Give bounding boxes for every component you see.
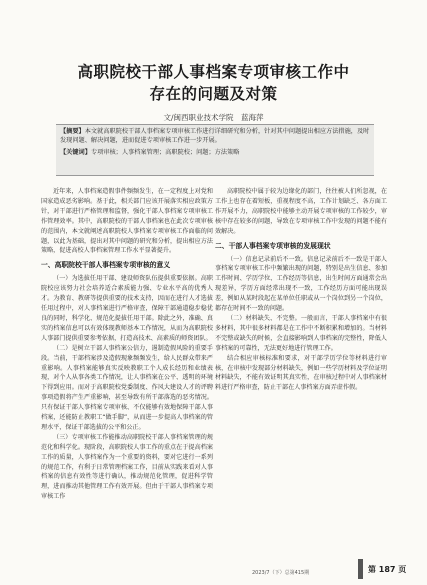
journal-info: 2023/7（下）总第415期 [252, 570, 310, 576]
left-column [41, 187, 213, 502]
review-paragraph: 结合相应审核标准和要求，对干部学历学位等材料进行审核，在审核中发现部分材料缺失，例如一些学历材料及学位证明材料缺失，不能有效证明其真实性，在审核过程中对人事档案材料进行严格审查，防止干部在人事档案方面弄虚作假。 [215, 354, 387, 392]
page-corner-mark [358, 559, 363, 579]
subsection-2-paragraph: （二）是树立干部人事档案公信力，遏制造假风险的重要手段。当前，干部档案涉及造假现象频频发生，给人民群众带来严重影响。人事档案能够真实反映教职工个人成长经历和业绩表现，对个人从事各类工作情况，让人事档案在公平、透明的环境下得到应用。而对于高职院校党委制度、作风大建设人才的评聘事项造假将产生严重影响，甚至导致有所干部落选的恶劣情况。只有保证干部人事档案专项审核、不仅能够有效地保障干部人事档案，还能防止教职工“做手脚”，从而进一步提高人事档案的管理水平，保证干部选拔的公平和公正。 [41, 344, 213, 431]
keywords-text: 专项审核；人事档案管理；高职院校；问题；方法策略 [90, 148, 240, 156]
subsection-1-paragraph: （一）为选拔任用干部、建设师资队伍提供重要依据。高职院校应该努力社会培养适合素质能力强、专业水平高的优秀人才。为教育、教研等提供重要的技术支持，因而在进行人才选拔任用过程中，对人事档案进行严格审查，保障干部通道稳步稳优良的同时，科学化、规范化提拔任用干部。除此之外，准确、真实的档案信息可以有效体现教师基本工作情况，从而为高职院校人事部门提供重要参考依据，打造高技术、高素质的师资团队。 [41, 275, 213, 342]
section-heading-1: 一、高职院校干部人事档案专项审核的意义 [41, 261, 171, 270]
article-title-line2: 存在的问题及对策 [149, 84, 278, 103]
abstract-paragraph [60, 127, 370, 146]
section-heading-2: 二、干部人事档案专项审核的发展现状 [215, 241, 331, 250]
page-number: 第 187 页 [368, 565, 407, 574]
abstract-label: 【摘要】 [60, 128, 85, 135]
abstract-box [56, 124, 374, 176]
right-column [215, 187, 387, 393]
author-line: 文/闽西职业技术学院 蓝海萍 [163, 113, 264, 122]
article-title-line1: 高职院校干部人事档案专项审核工作中 [77, 62, 350, 81]
keywords-paragraph [60, 148, 370, 157]
keywords-label: 【关键词】 [60, 148, 91, 156]
continuation-paragraph: 高职院校中属于较为边缘化的部门，往往被人们所忽视，在工作上也存在着短板，重视程度不高，工作计划缺乏、各方面工作开展不力，高职院校中能够主动开展专项审核的工作较少，审核中存在较多的问题，导致在专项审核工作中发现的问题不能有效解决。 [215, 188, 387, 235]
intro-paragraph: 近年来，人事档案造假事件频频发生，在一定程度上对党和国家造成恶劣影响。基于此，相关部门应该开展落实相应政策方针，对干部进行严格管理和监督，强化干部人事档案专项审核工作管理效率。其中，高职院校的干部人事档案也在此次专项审核的范围内，本文就阐述高职院校人事档案专项审核工作面临的问题，以此为基础，提出对其中问题的研究和分析，提出相应方法策略，促进高校人事档案管理工作水平显著提升。 [41, 188, 213, 255]
issue-2-paragraph: （二）材料缺失、不完整。一般而言，干部人事档案中有很多材料，其中很多材料都是在工作中不断积累和增加的。当材料不完整或缺失的时候，会直接影响到人事档案的完整性，降低人事档案的可靠性，无法更好地进行管理工作。 [215, 314, 387, 352]
subsection-3-paragraph: （三）专项审核工作能推动高职院校干部人事档案管理的规范化和科学化。现阶段，高职院校人事工作的重点在于提高档案工作的质量，人事档案作为一个重要的资料，要对它进行一系列的规范工作，有利于日常管理档案工作，目前从实践来看对人事档案的信息有效性等进行确认，推动规范化管理，促进科学管理，进而推动其他管理工作有效开展。但由于干部人事档案专项审核工作 [41, 433, 213, 501]
issue-1-paragraph: （一）信息记录前后不一致。信息记录前后不一致是干部人事档案专项审核工作中频繁出现的问题，特别是出生信息、参加工作时间、学历学位、工作经历等信息，出生时间方面通常会出现差异，学历方面经常出现不一致，工作经历方面可能出现误差，例如从某时段起在某单位任职或从一个岗位到另一个岗位，都存在时间不一致的问题。 [215, 255, 387, 313]
abstract-text: 本文就高职院校干部人事档案专项审核工作进行详细研究和分析，针对其中问题提出相应方法措施，及时发现问题、解决问题，进而促进专项审核工作进一步开展。 [60, 128, 370, 145]
